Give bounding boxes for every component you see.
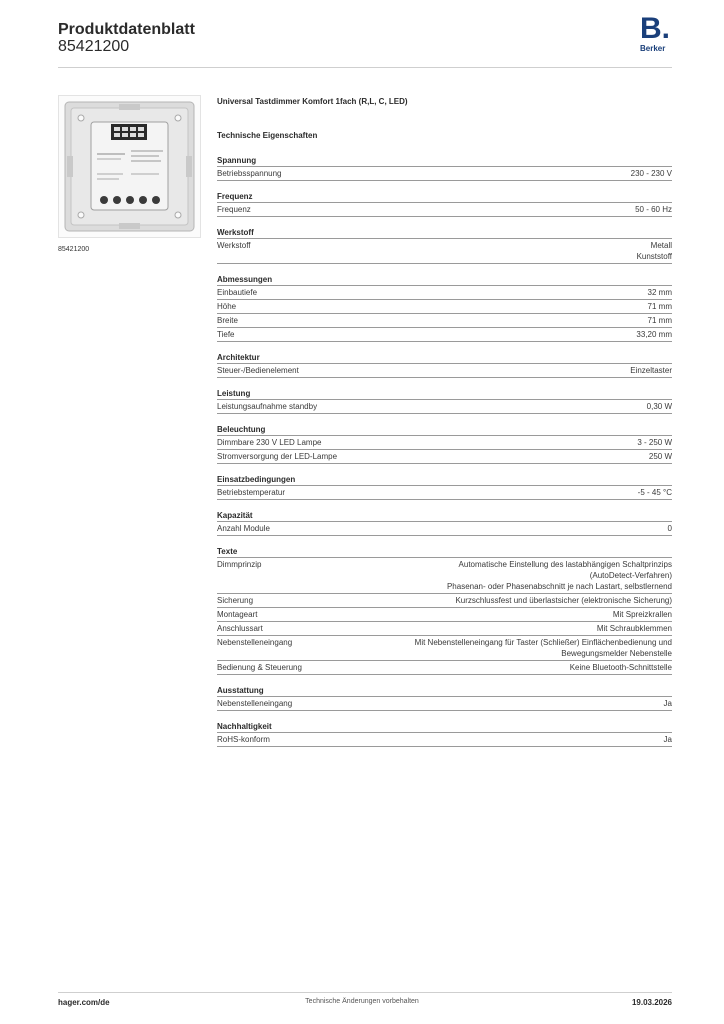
spec-label: Frequenz bbox=[217, 205, 251, 214]
spec-value-line: Metall bbox=[650, 241, 672, 250]
spec-label: Betriebstemperatur bbox=[217, 488, 286, 497]
spec-row bbox=[217, 522, 672, 536]
spec-label: Dimmprinzip bbox=[217, 560, 262, 569]
spec-value bbox=[635, 204, 672, 215]
footer-divider bbox=[58, 992, 672, 993]
berker-logo bbox=[640, 12, 674, 54]
section-title: Leistung bbox=[217, 388, 672, 400]
spec-section bbox=[217, 227, 672, 264]
spec-label: Sicherung bbox=[217, 596, 254, 605]
spec-row bbox=[217, 636, 672, 661]
spec-value-line: Keine Bluetooth-Schnittstelle bbox=[569, 663, 672, 672]
spec-label: Nebenstelleneingang bbox=[217, 699, 293, 708]
spec-value bbox=[647, 401, 672, 412]
spec-label: RoHS-konform bbox=[217, 735, 270, 744]
section-title: Kapazität bbox=[217, 510, 672, 522]
spec-value bbox=[637, 437, 672, 448]
spec-row bbox=[217, 558, 672, 594]
spec-value-line: Ja bbox=[663, 699, 672, 708]
spec-section bbox=[217, 352, 672, 378]
spec-value-line: -5 - 45 °C bbox=[637, 488, 672, 497]
spec-row bbox=[217, 328, 672, 342]
spec-sections bbox=[217, 155, 672, 747]
spec-value-line: 230 - 230 V bbox=[630, 169, 672, 178]
footer-website: hager.com/de bbox=[58, 998, 110, 1007]
spec-value-line: Kunststoff bbox=[636, 252, 672, 261]
spec-value bbox=[636, 329, 672, 340]
spec-value-line: Ja bbox=[663, 735, 672, 744]
spec-row bbox=[217, 697, 672, 711]
spec-value-line: Mit Schraubklemmen bbox=[596, 624, 672, 633]
dimmer-insert-illustration bbox=[59, 96, 200, 237]
section-title: Architektur bbox=[217, 352, 672, 364]
spec-label: Tiefe bbox=[217, 330, 235, 339]
spec-row bbox=[217, 286, 672, 300]
spec-section bbox=[217, 546, 672, 675]
spec-row bbox=[217, 608, 672, 622]
spec-row bbox=[217, 733, 672, 747]
spec-section bbox=[217, 274, 672, 342]
spec-row bbox=[217, 661, 672, 675]
section-title: Nachhaltigkeit bbox=[217, 721, 672, 733]
spec-section bbox=[217, 474, 672, 500]
spec-section bbox=[217, 191, 672, 217]
spec-value-line: Einzeltaster bbox=[630, 366, 672, 375]
spec-value-line: 0 bbox=[667, 524, 672, 533]
spec-row bbox=[217, 300, 672, 314]
spec-row bbox=[217, 314, 672, 328]
spec-value bbox=[597, 623, 672, 634]
spec-row bbox=[217, 622, 672, 636]
spec-label: Stromversorgung der LED-Lampe bbox=[217, 452, 338, 461]
spec-value bbox=[664, 698, 672, 709]
spec-label: Montageart bbox=[217, 610, 258, 619]
logo-text: Berker bbox=[640, 44, 666, 53]
spec-value-line: 71 mm bbox=[647, 316, 672, 325]
spec-section bbox=[217, 155, 672, 181]
spec-row bbox=[217, 450, 672, 464]
product-image bbox=[58, 95, 201, 238]
image-caption: 85421200 bbox=[58, 246, 90, 253]
article-number: 85421200 bbox=[58, 38, 130, 55]
spec-value bbox=[613, 609, 672, 620]
spec-value bbox=[648, 287, 672, 298]
spec-row bbox=[217, 486, 672, 500]
spec-label: Höhe bbox=[217, 302, 237, 311]
spec-row bbox=[217, 167, 672, 181]
spec-value bbox=[649, 451, 672, 462]
section-title: Frequenz bbox=[217, 191, 672, 203]
header-divider bbox=[58, 67, 672, 68]
spec-row bbox=[217, 203, 672, 217]
section-title: Einsatzbedingungen bbox=[217, 474, 672, 486]
spec-label: Werkstoff bbox=[217, 241, 251, 250]
spec-value-line: Phasenan- oder Phasenabschnitt je nach Lastart, selbstlernend bbox=[446, 582, 672, 591]
spec-value-line: Kurzschlussfest und überlastsicher (elektronische Sicherung) bbox=[455, 596, 672, 605]
spec-section bbox=[217, 424, 672, 464]
spec-row bbox=[217, 239, 672, 264]
spec-area bbox=[217, 97, 672, 747]
product-name: Universal Tastdimmer Komfort 1fach (R,L, C, LED) bbox=[217, 97, 408, 106]
section-title: Beleuchtung bbox=[217, 424, 672, 436]
spec-section bbox=[217, 510, 672, 536]
spec-value bbox=[570, 662, 672, 673]
spec-value bbox=[631, 168, 672, 179]
spec-value bbox=[630, 365, 672, 376]
logo-letter: B. bbox=[640, 12, 670, 45]
page-title: Produktdatenblatt bbox=[58, 21, 195, 38]
spec-section bbox=[217, 721, 672, 747]
spec-row bbox=[217, 364, 672, 378]
spec-value-line: (AutoDetect-Verfahren) bbox=[589, 571, 672, 580]
spec-row bbox=[217, 400, 672, 414]
section-title: Abmessungen bbox=[217, 274, 672, 286]
spec-value-line: Automatische Einstellung des lastabhängigen Schaltprinzips bbox=[458, 560, 672, 569]
spec-value-line: Mit Nebenstelleneingang für Taster (Schließer) Einflächenbedienung und bbox=[414, 638, 672, 647]
spec-label: Dimmbare 230 V LED Lampe bbox=[217, 438, 322, 447]
spec-label: Betriebsspannung bbox=[217, 169, 282, 178]
spec-label: Leistungsaufnahme standby bbox=[217, 402, 318, 411]
tech-heading: Technische Eigenschaften bbox=[217, 131, 318, 140]
spec-label: Steuer-/Bedienelement bbox=[217, 366, 299, 375]
spec-section bbox=[217, 685, 672, 711]
spec-label: Breite bbox=[217, 316, 238, 325]
spec-value-line: 0,30 W bbox=[646, 402, 672, 411]
spec-value bbox=[648, 301, 672, 312]
spec-value bbox=[638, 487, 672, 498]
spec-value bbox=[455, 595, 672, 606]
spec-row bbox=[217, 594, 672, 608]
spec-value-line: 32 mm bbox=[647, 288, 672, 297]
section-title: Werkstoff bbox=[217, 227, 672, 239]
spec-label: Anzahl Module bbox=[217, 524, 270, 533]
spec-row bbox=[217, 436, 672, 450]
spec-value bbox=[668, 523, 672, 534]
section-title: Texte bbox=[217, 546, 672, 558]
spec-value-line: Bewegungsmelder Nebenstelle bbox=[561, 649, 672, 658]
spec-label: Nebenstelleneingang bbox=[217, 638, 293, 647]
spec-value bbox=[415, 637, 672, 659]
spec-value bbox=[447, 559, 672, 592]
spec-value bbox=[664, 734, 672, 745]
spec-value bbox=[648, 315, 672, 326]
spec-value-line: 250 W bbox=[648, 452, 672, 461]
footer-date: 19.03.2026 bbox=[631, 998, 672, 1007]
spec-label: Einbautiefe bbox=[217, 288, 258, 297]
spec-section bbox=[217, 388, 672, 414]
spec-value-line: Mit Spreizkrallen bbox=[612, 610, 672, 619]
spec-label: Bedienung & Steuerung bbox=[217, 663, 302, 672]
spec-value-line: 3 - 250 W bbox=[637, 438, 672, 447]
spec-label: Anschlussart bbox=[217, 624, 263, 633]
spec-value bbox=[637, 240, 672, 262]
spec-value-line: 50 - 60 Hz bbox=[635, 205, 672, 214]
spec-value-line: 71 mm bbox=[647, 302, 672, 311]
section-title: Ausstattung bbox=[217, 685, 672, 697]
section-title: Spannung bbox=[217, 155, 672, 167]
spec-value-line: 33,20 mm bbox=[636, 330, 672, 339]
footer-disclaimer: Technische Änderungen vorbehalten bbox=[305, 998, 419, 1005]
